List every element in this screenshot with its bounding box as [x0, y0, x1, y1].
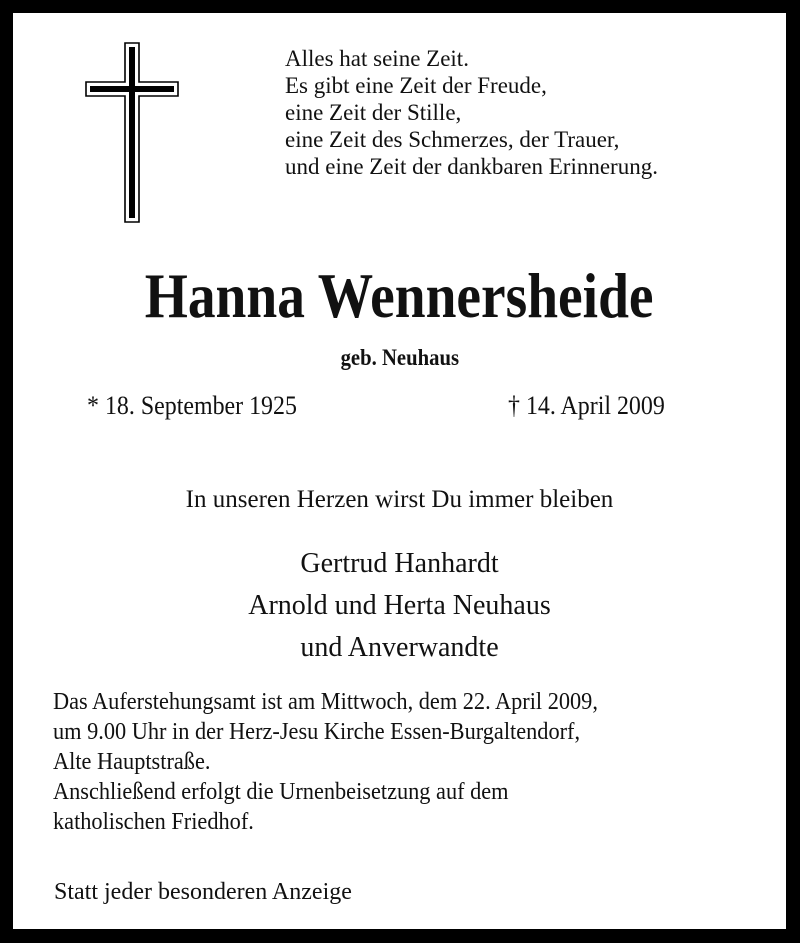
service-line: katholischen Friedhof.	[53, 809, 254, 835]
cross-icon	[85, 42, 179, 223]
death-date	[508, 391, 678, 421]
service-line: Anschließend erfolgt die Urnenbeisetzung auf dem	[53, 779, 509, 805]
service-line: Alte Hauptstraße.	[53, 749, 211, 775]
mourner-line: Gertrud Hanhardt	[300, 548, 499, 579]
death-date-text: † 14. April 2009	[508, 391, 665, 420]
poem	[285, 45, 658, 180]
mourners	[13, 543, 786, 669]
birth-date-text: * 18. September 1925	[87, 391, 297, 420]
poem-line: eine Zeit des Schmerzes, der Trauer,	[285, 127, 620, 152]
mourner-line: und Anverwandte	[300, 632, 499, 663]
obituary-card	[13, 13, 786, 929]
deceased-name	[13, 261, 786, 331]
motto: In unseren Herzen wirst Du immer bleiben	[185, 486, 614, 513]
poem-line: Alles hat seine Zeit.	[285, 46, 469, 71]
maiden-name-text: geb. Neuhaus	[340, 345, 459, 370]
deceased-name-text: Hanna Wennersheide	[145, 261, 654, 331]
birth-date	[87, 391, 315, 421]
service-line: um 9.00 Uhr in der Herz-Jesu Kirche Essen-Burgaltendorf,	[53, 719, 581, 745]
maiden-name	[13, 345, 786, 371]
service-info	[53, 687, 639, 837]
mourner-line: Arnold und Herta Neuhaus	[248, 590, 551, 621]
poem-line: Es gibt eine Zeit der Freude,	[285, 73, 547, 98]
footer-note: Statt jeder besonderen Anzeige	[54, 879, 352, 905]
poem-line: eine Zeit der Stille,	[285, 100, 462, 125]
service-line: Das Auferstehungsamt ist am Mittwoch, dem 22. April 2009,	[53, 689, 598, 715]
poem-line: und eine Zeit der dankbaren Erinnerung.	[285, 154, 658, 179]
